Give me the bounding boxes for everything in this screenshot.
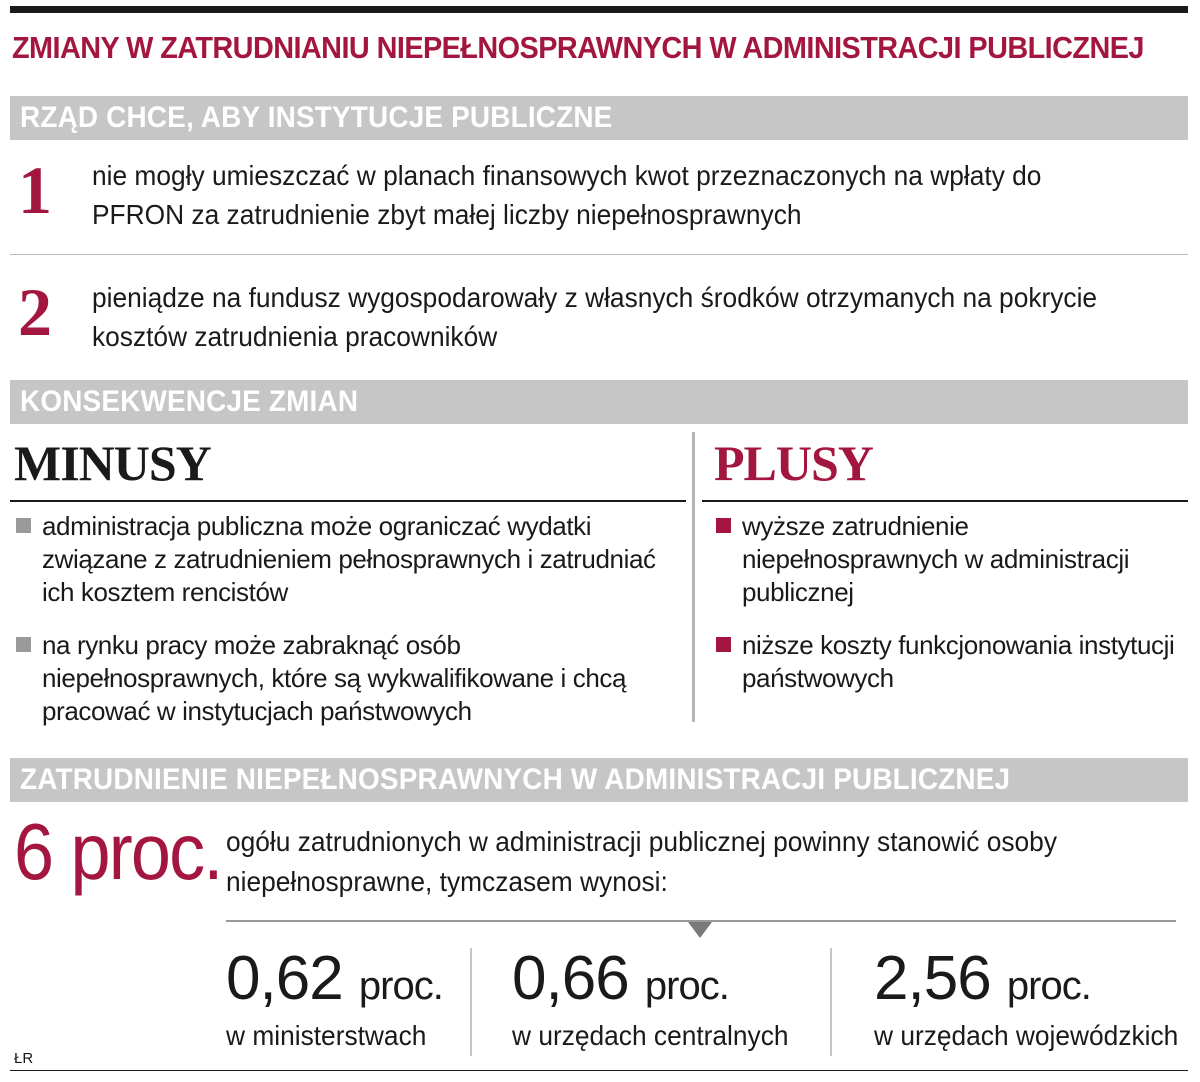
bullet-square-icon [716, 637, 731, 652]
minus-heading: MINUSY [14, 435, 211, 491]
item-text-1: nie mogły umieszczać w planach finansowych kwot przeznaczonych na wpłaty do PFRON za zatrudnienie zbyt małej liczby niepełnosprawnych [92, 160, 1042, 230]
column-divider [692, 432, 695, 722]
target-description: ogółu zatrudnionych w administracji publicznej powinny stanowić osoby niepełnosprawne, tymczasem wynosi: [226, 826, 1057, 897]
stat-value-line [512, 944, 806, 1013]
list-item [14, 510, 684, 609]
list-item [714, 510, 1184, 609]
main-title: ZMIANY W ZATRUDNIANIU NIEPEŁNOSPRAWNYCH W ADMINISTRACJI PUBLICZNEJ [12, 30, 1144, 65]
target-percentage [14, 807, 222, 896]
item-separator [10, 254, 1188, 255]
author-credit: ŁR [14, 1050, 34, 1067]
plus-rule [702, 500, 1188, 502]
bottom-rule [10, 1070, 1188, 1071]
minus-rule [10, 500, 686, 502]
minus-item-text: na rynku pracy może zabraknąć osób niepełnosprawnych, które są wykwalifikowane i chcą pracować w instytucjach państwowych [42, 630, 627, 726]
stat-value: 0,62 [226, 944, 343, 1013]
stat-divider [470, 948, 472, 1056]
bullet-square-icon [16, 637, 31, 652]
stat-value: 2,56 [874, 944, 991, 1013]
top-rule [10, 6, 1188, 13]
target-value: 6 [14, 807, 53, 896]
section-heading-goals: RZĄD CHCE, ABY INSTYTUCJE PUBLICZNE [20, 101, 613, 134]
item-number-2: 2 [18, 274, 52, 350]
list-item [14, 629, 684, 728]
stat-unit: proc. [644, 964, 729, 1008]
section-band-goals [10, 96, 1188, 140]
list-item [714, 629, 1184, 695]
stat-central-offices [512, 944, 806, 1052]
stat-label: w urzędach wojewódzkich [874, 1020, 1179, 1051]
plus-item-text: wyższe zatrudnienie niepełnosprawnych w administracji publicznej [742, 511, 1130, 607]
stat-value-line [874, 944, 1198, 1013]
stat-voivodeship-offices [874, 944, 1198, 1052]
target-unit: proc. [70, 807, 222, 896]
section-band-employment [10, 758, 1188, 802]
stat-unit: proc. [358, 964, 443, 1008]
item-text-2: pieniądze na fundusz wygospodarowały z własnych środków otrzymanych na pokrycie kosztów zatrudnienia pracowników [92, 282, 1098, 352]
minus-item-text: administracja publiczna może ograniczać wydatki związane z zatrudnieniem pełnosprawnych i zatrudniać ich kosztem rencistów [42, 511, 656, 607]
stat-unit: proc. [1006, 964, 1091, 1008]
section-heading-employment: ZATRUDNIENIE NIEPEŁNOSPRAWNYCH W ADMINISTRACJI PUBLICZNEJ [20, 763, 1011, 796]
bullet-square-icon [716, 518, 731, 533]
minus-list [14, 510, 684, 748]
stat-divider [830, 948, 832, 1056]
stat-value-line [226, 944, 443, 1013]
item-number-1: 1 [18, 152, 52, 228]
stat-value: 0,66 [512, 944, 629, 1013]
section-heading-consequences: KONSEKWENCJE ZMIAN [20, 385, 359, 418]
bullet-square-icon [16, 518, 31, 533]
plus-item-text: niższe koszty funkcjonowania instytucji państwowych [742, 630, 1175, 693]
pointer-down-icon [688, 922, 712, 938]
plus-list [714, 510, 1184, 715]
stat-ministries [226, 944, 443, 1052]
stat-label: w ministerstwach [226, 1020, 427, 1051]
section-band-consequences [10, 380, 1188, 424]
plus-heading: PLUSY [714, 435, 873, 491]
stat-label: w urzędach centralnych [512, 1020, 789, 1051]
